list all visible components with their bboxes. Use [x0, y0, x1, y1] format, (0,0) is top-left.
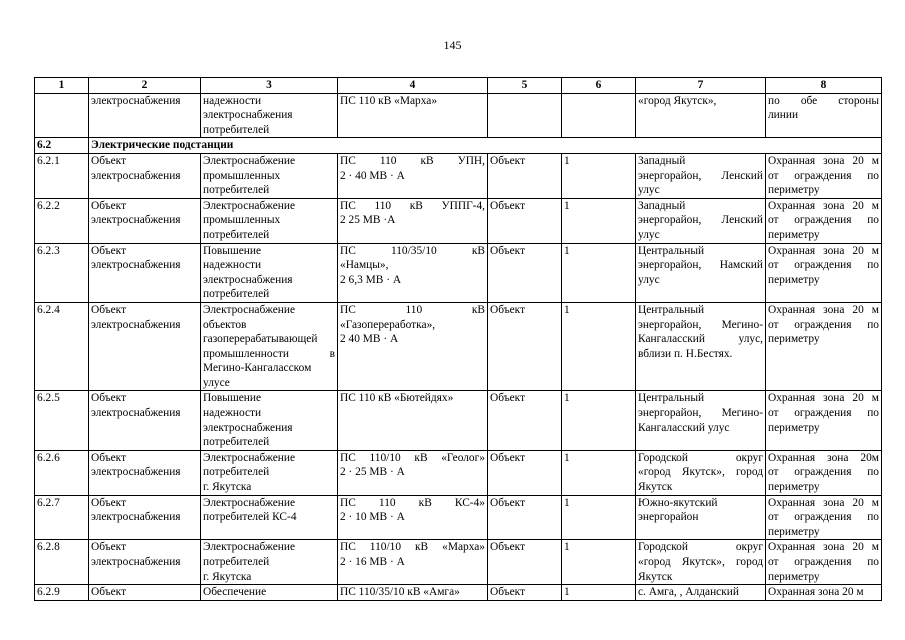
cell-num: 6.2.6: [35, 450, 89, 495]
table-row: [35, 391, 882, 450]
cell-location: «город Якутск»,: [636, 93, 766, 138]
location-line: Городской округ: [638, 541, 763, 554]
cell-num: 6.2.1: [35, 153, 89, 198]
location-line: энергорайон, Мегино-: [638, 407, 763, 420]
purpose-line: Повышение: [203, 244, 262, 257]
col-header-3: 3: [201, 78, 338, 94]
cell-zone: [766, 540, 882, 585]
name-line: ПС 110/35/10 кВ: [340, 244, 485, 257]
object-line: Объект: [91, 586, 127, 599]
cell-object: [89, 450, 201, 495]
location-line: энергорайон, Ленский: [638, 214, 763, 227]
cell-name: [338, 585, 488, 601]
purpose-line: промышленности в: [203, 347, 335, 360]
purpose-line: Электроснабжение: [203, 303, 296, 316]
cell-num: 6.2.5: [35, 391, 89, 450]
purpose-line: потребителей: [203, 228, 270, 241]
zone-line: по обе стороны: [768, 94, 879, 107]
zone-line: от ограждения по: [768, 466, 879, 479]
zone-line: периметру: [768, 333, 820, 346]
location-line: Центральный: [638, 303, 705, 316]
zone-line: от ограждения по: [768, 318, 879, 331]
cell-status: Объект: [488, 585, 562, 601]
location-line: Кангаласский улус: [638, 421, 730, 434]
zone-line: от ограждения по: [768, 259, 879, 272]
object-line: электроснабжения: [91, 556, 181, 568]
cell-zone: [766, 450, 882, 495]
table-row: [35, 585, 882, 601]
location-line: Южно-якутский: [638, 496, 718, 509]
name-line: 2 · 10 МВ · А: [340, 511, 405, 524]
cell-status: Объект: [488, 198, 562, 243]
location-line: энергорайон, Намский: [638, 259, 763, 272]
zone-line: Охранная зона 20м: [768, 451, 879, 464]
object-line: электроснабжения: [91, 214, 181, 227]
cell-zone: [766, 93, 882, 138]
purpose-line: потребителей: [203, 466, 270, 479]
cell-qty: 1: [562, 585, 636, 601]
cell-name: [338, 153, 488, 198]
col-header-7: 7: [636, 78, 766, 94]
cell-location: [636, 153, 766, 198]
purpose-line: Мегино-Кангаласском: [203, 362, 312, 375]
purpose-line: потребителей: [203, 288, 270, 301]
zone-line: линии: [768, 109, 799, 122]
object-line: Объект: [91, 496, 127, 509]
object-line: электроснабжения: [91, 259, 181, 272]
name-line: 2 40 МВ · А: [340, 333, 399, 346]
continuation-row: [35, 93, 882, 138]
name-line: ПС 110 кВ «Бютейдях»: [340, 392, 454, 405]
cell-object: [89, 243, 201, 302]
cell-purpose: [201, 198, 338, 243]
zone-line: Охранная зона 20 м: [768, 303, 879, 316]
name-line: ПС 110/10 кВ «Геолог»: [340, 451, 485, 464]
name-line: «Намцы»,: [340, 259, 389, 272]
cell-object: [89, 198, 201, 243]
table-row: [35, 540, 882, 585]
purpose-line: промышленных: [203, 214, 281, 227]
cell-zone: [766, 243, 882, 302]
purpose-line: газоперерабатывающей: [203, 333, 318, 346]
purpose-line: объектов: [203, 318, 247, 331]
cell-num: 6.2.8: [35, 540, 89, 585]
zone-line: периметру: [768, 184, 820, 197]
cell-purpose: [201, 93, 338, 138]
cell-name: [338, 450, 488, 495]
table-row: [35, 153, 882, 198]
location-line: Западный: [638, 199, 686, 212]
purpose-line: улусе: [203, 376, 230, 389]
purpose-line: потребителей: [203, 123, 270, 136]
cell-object: [89, 153, 201, 198]
object-line: электроснабжения: [91, 511, 181, 524]
cell-location: [636, 495, 766, 540]
purpose-line: Электроснабжение: [203, 199, 296, 212]
col-header-5: 5: [488, 78, 562, 94]
zone-line: Охранная зона 20 м: [768, 154, 879, 167]
cell-location: [636, 391, 766, 450]
location-line: Центральный: [638, 392, 705, 405]
zone-line: периметру: [768, 570, 820, 583]
object-line: Объект: [91, 244, 127, 257]
name-line: ПС 110 кВ УППГ-4,: [340, 199, 485, 212]
cell-location: [636, 302, 766, 391]
object-line: электроснабжения: [91, 407, 181, 420]
object-line: Объект: [91, 154, 127, 167]
location-line: Центральный: [638, 244, 705, 257]
name-line: ПС 110/10 кВ «Марха»: [340, 541, 485, 554]
cell-purpose: [201, 540, 338, 585]
zone-line: от ограждения по: [768, 511, 879, 524]
cell-object: [89, 495, 201, 540]
cell-purpose: [201, 450, 338, 495]
cell-num: 6.2.7: [35, 495, 89, 540]
purpose-line: надежности: [203, 407, 262, 420]
cell-qty: 1: [562, 495, 636, 540]
purpose-line: потребителей КС-4: [203, 511, 297, 524]
cell-purpose: [201, 585, 338, 601]
cell-zone: [766, 153, 882, 198]
purpose-line: промышленных: [203, 169, 281, 182]
purpose-line: электроснабжения: [203, 109, 293, 122]
col-header-1: 1: [35, 78, 89, 94]
cell-object: электроснабжения: [89, 93, 201, 138]
cell-location: [636, 540, 766, 585]
zone-line: от ограждения по: [768, 556, 879, 568]
location-line: вблизи п. Н.Бестях.: [638, 347, 733, 360]
purpose-line: Электроснабжение: [203, 496, 296, 509]
location-line: Якутск: [638, 570, 673, 583]
cell-num: [35, 93, 89, 138]
cell-qty: 1: [562, 450, 636, 495]
location-line: «город Якутск», город: [638, 466, 763, 479]
purpose-line: Электроснабжение: [203, 541, 296, 554]
cell-zone: [766, 198, 882, 243]
name-line: 2 · 40 МВ · А: [340, 169, 405, 182]
location-line: энергорайон: [638, 511, 699, 524]
zone-line: периметру: [768, 481, 820, 494]
cell-name: [338, 540, 488, 585]
object-line: электроснабжения: [91, 169, 181, 182]
cell-num: 6.2.2: [35, 198, 89, 243]
facilities-table: [34, 77, 882, 601]
location-line: с. Амга, , Алданский: [638, 586, 739, 599]
name-line: ПС 110/35/10 кВ «Амга»: [340, 586, 460, 599]
location-line: Городской округ: [638, 451, 763, 464]
cell-location: [636, 198, 766, 243]
cell-object: [89, 585, 201, 601]
purpose-line: г. Якутска: [203, 481, 252, 494]
cell-purpose: [201, 243, 338, 302]
col-header-4: 4: [338, 78, 488, 94]
name-line: 2 · 16 МВ · А: [340, 556, 405, 568]
cell-name: [338, 243, 488, 302]
object-line: Объект: [91, 541, 127, 554]
purpose-line: потребителей: [203, 184, 270, 197]
cell-purpose: [201, 391, 338, 450]
zone-line: Охранная зона 20 м: [768, 199, 879, 212]
location-line: улус: [638, 273, 660, 286]
cell-name: [338, 391, 488, 450]
cell-status: Объект: [488, 302, 562, 391]
section-number: 6.2: [35, 138, 89, 154]
cell-num: 6.2.3: [35, 243, 89, 302]
object-line: электроснабжения: [91, 466, 181, 479]
location-line: энергорайон, Мегино-: [638, 318, 763, 331]
zone-line: Охранная зона 20 м: [768, 244, 879, 257]
purpose-line: электроснабжения: [203, 273, 293, 286]
location-line: Западный: [638, 154, 686, 167]
zone-line: периметру: [768, 228, 820, 241]
table-row: [35, 243, 882, 302]
location-line: энергорайон, Ленский: [638, 169, 763, 182]
col-header-2: 2: [89, 78, 201, 94]
purpose-line: Электроснабжение: [203, 154, 296, 167]
cell-qty: 1: [562, 198, 636, 243]
cell-num: 6.2.4: [35, 302, 89, 391]
cell-purpose: [201, 302, 338, 391]
zone-line: от ограждения по: [768, 214, 879, 227]
cell-status: Объект: [488, 391, 562, 450]
table-row: [35, 495, 882, 540]
zone-line: Охранная зона 20 м: [768, 496, 879, 509]
zone-line: от ограждения по: [768, 407, 879, 420]
table-row: [35, 450, 882, 495]
zone-line: периметру: [768, 525, 820, 538]
cell-location: [636, 450, 766, 495]
location-line: улус: [638, 228, 660, 241]
section-row: [35, 138, 882, 154]
cell-status: Объект: [488, 450, 562, 495]
location-line: Кангаласский улус,: [638, 333, 763, 346]
cell-num: 6.2.9: [35, 585, 89, 601]
purpose-line: потребителей: [203, 556, 270, 568]
zone-line: периметру: [768, 421, 820, 434]
cell-status: Объект: [488, 540, 562, 585]
cell-location: [636, 243, 766, 302]
cell-status: [488, 93, 562, 138]
col-header-8: 8: [766, 78, 882, 94]
cell-status: Объект: [488, 243, 562, 302]
purpose-line: Повышение: [203, 392, 262, 405]
cell-name: ПС 110 кВ «Марха»: [338, 93, 488, 138]
cell-qty: [562, 93, 636, 138]
cell-zone: [766, 495, 882, 540]
purpose-line: Обеспечение: [203, 586, 267, 599]
col-header-6: 6: [562, 78, 636, 94]
object-line: электроснабжения: [91, 318, 181, 331]
purpose-line: электроснабжения: [203, 421, 293, 434]
cell-name: [338, 495, 488, 540]
zone-line: от ограждения по: [768, 169, 879, 182]
purpose-line: потребителей: [203, 436, 270, 449]
object-line: Объект: [91, 451, 127, 464]
cell-purpose: [201, 153, 338, 198]
cell-location: [636, 585, 766, 601]
cell-zone: [766, 391, 882, 450]
cell-qty: 1: [562, 153, 636, 198]
cell-status: Объект: [488, 153, 562, 198]
purpose-line: надежности: [203, 94, 262, 107]
cell-qty: 1: [562, 391, 636, 450]
cell-object: [89, 391, 201, 450]
zone-line: Охранная зона 20 м: [768, 586, 864, 599]
purpose-line: Электроснабжение: [203, 451, 296, 464]
location-line: «город Якутск», город: [638, 556, 763, 568]
zone-line: периметру: [768, 273, 820, 286]
cell-zone: [766, 302, 882, 391]
cell-object: [89, 540, 201, 585]
name-line: 2 · 25 МВ · А: [340, 466, 405, 479]
zone-line: Охранная зона 20 м: [768, 392, 879, 405]
name-line: ПС 110 кВ КС-4»: [340, 496, 485, 509]
purpose-line: надежности: [203, 259, 262, 272]
object-line: Объект: [91, 199, 127, 212]
cell-qty: 1: [562, 302, 636, 391]
cell-object: [89, 302, 201, 391]
name-line: ПС 110 кВ: [340, 303, 485, 316]
name-line: ПС 110 кВ УПН,: [340, 154, 485, 167]
name-line: 2 6,3 МВ · А: [340, 273, 402, 286]
header-row: [35, 78, 882, 94]
table-row: [35, 302, 882, 391]
cell-name: [338, 198, 488, 243]
cell-status: Объект: [488, 495, 562, 540]
cell-zone: [766, 585, 882, 601]
cell-purpose: [201, 495, 338, 540]
cell-qty: 1: [562, 540, 636, 585]
cell-qty: 1: [562, 243, 636, 302]
cell-name: [338, 302, 488, 391]
name-line: «Газопереработка»,: [340, 318, 436, 331]
location-line: Якутск: [638, 481, 673, 494]
purpose-line: г. Якутска: [203, 570, 252, 583]
object-line: Объект: [91, 303, 127, 316]
name-line: 2 25 МВ ·А: [340, 214, 396, 227]
object-line: Объект: [91, 392, 127, 405]
zone-line: Охранная зона 20 м: [768, 541, 879, 554]
location-line: улус: [638, 184, 660, 197]
section-title: Электрические подстанции: [89, 138, 882, 154]
page-number: 145: [443, 38, 462, 52]
table-row: [35, 198, 882, 243]
